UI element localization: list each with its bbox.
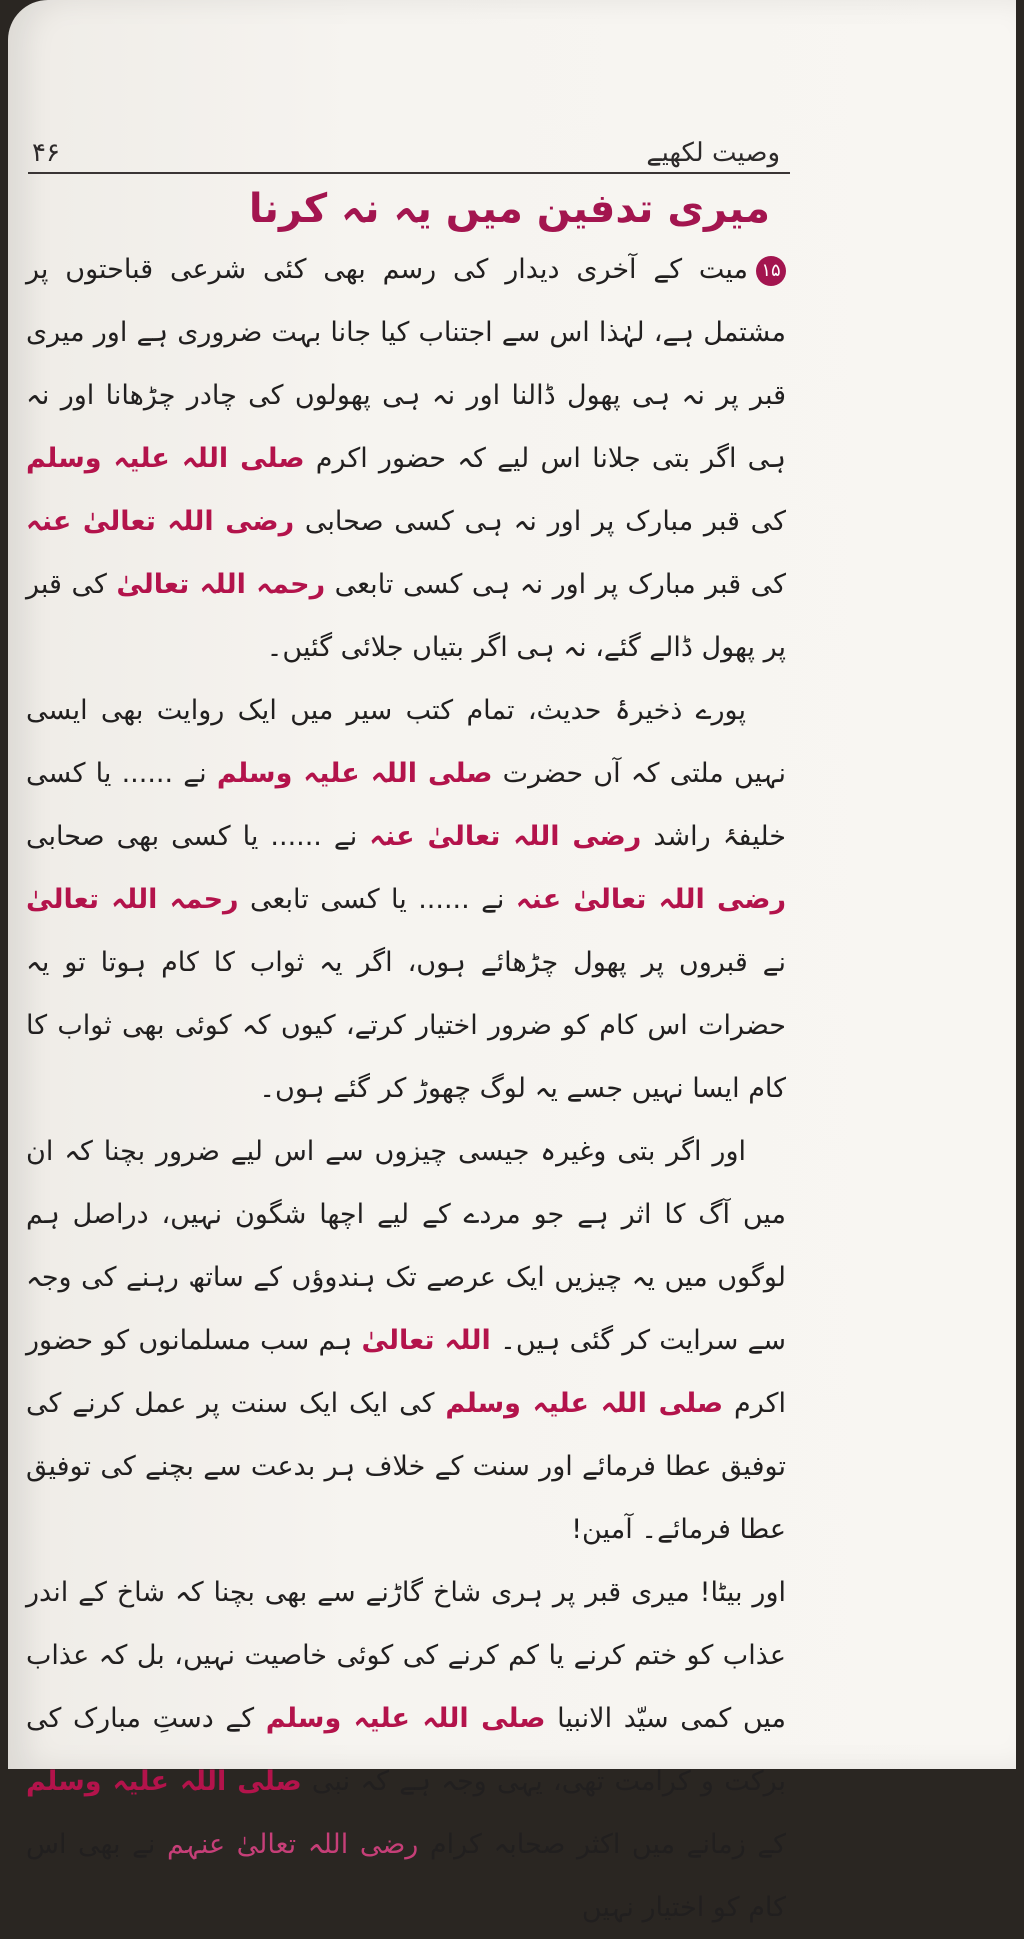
paragraph-4: اور بیٹا! میری قبر پر ہری شاخ گاڑنے سے بھی بچنا کہ شاخ کے اندر عذاب کو ختم کرنے یا کم کرنے کی کوئی خاصیت نہیں، بل کہ عذاب میں کمی سیّد الانبیا صلی اللہ علیہ وسلم کے دستِ مبارک کی برکت و کرامت تھی، یہی وجہ ہے کہ نبی صلی اللہ علیہ وسلم کے زمانے میں اکثر صحابہ کرام رضی اللہ تعالیٰ عنہم نے بھی اس کام کو اختیار نہیں (26, 1577, 787, 1923)
book-page (8, 0, 1016, 1923)
paragraph-2: پورے ذخیرۂ حدیث، تمام کتب سیر میں ایک روایت بھی ایسی نہیں ملتی کہ آں حضرت صلی اللہ علیہ وسلم نے ...... یا کسی خلیفۂ راشد رضی اللہ تعالیٰ عنہ نے ...... یا کسی بھی صحابی رضی اللہ تعالیٰ عنہ نے ...... یا کسی تابعی رحمہ اللہ تعالیٰ نے قبروں پر پھول چڑھائے ہوں، اگر یہ ثواب کا کام ہوتا تو یہ حضرات اس کام کو ضرور اختیار کرتے، کیوں کہ کوئی بھی ثواب کا کام ایسا نہیں جسے یہ لوگ چھوڑ کر گئے ہوں۔ (26, 695, 786, 1104)
section-heading: میری تدفین میں یہ نہ کرنا (248, 186, 770, 232)
honorific: صلی اللہ علیہ وسلم (216, 758, 493, 789)
honorific: صلی اللہ علیہ وسلم (265, 1703, 546, 1734)
honorific: رضی اللہ تعالیٰ عنہ (515, 884, 786, 915)
item-number-badge: ۱۵ (756, 256, 786, 286)
honorific: صلی اللہ علیہ وسلم (26, 443, 305, 474)
honorific: اللہ تعالیٰ (361, 1325, 491, 1356)
honorific: رضی اللہ تعالیٰ عنہ (26, 506, 295, 537)
honorific: رضی اللہ تعالیٰ عنہ (369, 821, 642, 852)
header-divider (28, 172, 790, 174)
paragraph-1: ۱۵میت کے آخری دیدار کی رسم بھی کئی شرعی قباحتوں پر مشتمل ہے، لہٰذا اس سے اجتناب کیا جانا بہت ضروری ہے اور میری قبر پر نہ ہی پھول ڈالنا اور نہ ہی پھولوں کی چادر چڑھانا اور نہ ہی اگر بتی جلانا اس لیے کہ حضور اکرم صلی اللہ علیہ وسلم کی قبر مبارک پر اور نہ ہی کسی صحابی رضی اللہ تعالیٰ عنہ کی قبر مبارک پر اور نہ ہی کسی تابعی رحمہ اللہ تعالیٰ کی قبر پر پھول ڈالے گئے، نہ ہی اگر بتیاں جلائی گئیں۔ (26, 254, 786, 663)
honorific: صلی اللہ علیہ وسلم (26, 1766, 302, 1797)
honorific: رحمہ اللہ تعالیٰ (26, 884, 239, 915)
page-content (26, 186, 786, 1939)
running-title: وصیت لکھیے (646, 138, 780, 168)
page-number: ۴۶ (32, 138, 60, 168)
paragraph-3: اور اگر بتی وغیرہ جیسی چیزوں سے اس لیے ضرور بچنا کہ ان میں آگ کا اثر ہے جو مردے کے لیے اچھا شگون نہیں، دراصل ہم لوگوں میں یہ چیزیں ایک عرصے تک ہندوؤں کے ساتھ رہنے کی وجہ سے سرایت کر گئی ہیں۔ اللہ تعالیٰ ہم سب مسلمانوں کو حضور اکرم صلی اللہ علیہ وسلم کی ایک ایک سنت پر عمل کرنے کی توفیق عطا فرمائے اور سنت کے خلاف ہر بدعت سے بچنے کی توفیق عطا فرمائے۔ آمین! (26, 1136, 786, 1545)
honorific: صلی اللہ علیہ وسلم (445, 1388, 724, 1419)
honorific: رضی اللہ تعالیٰ عنہم (167, 1829, 419, 1860)
honorific: رحمہ اللہ تعالیٰ (116, 569, 326, 600)
